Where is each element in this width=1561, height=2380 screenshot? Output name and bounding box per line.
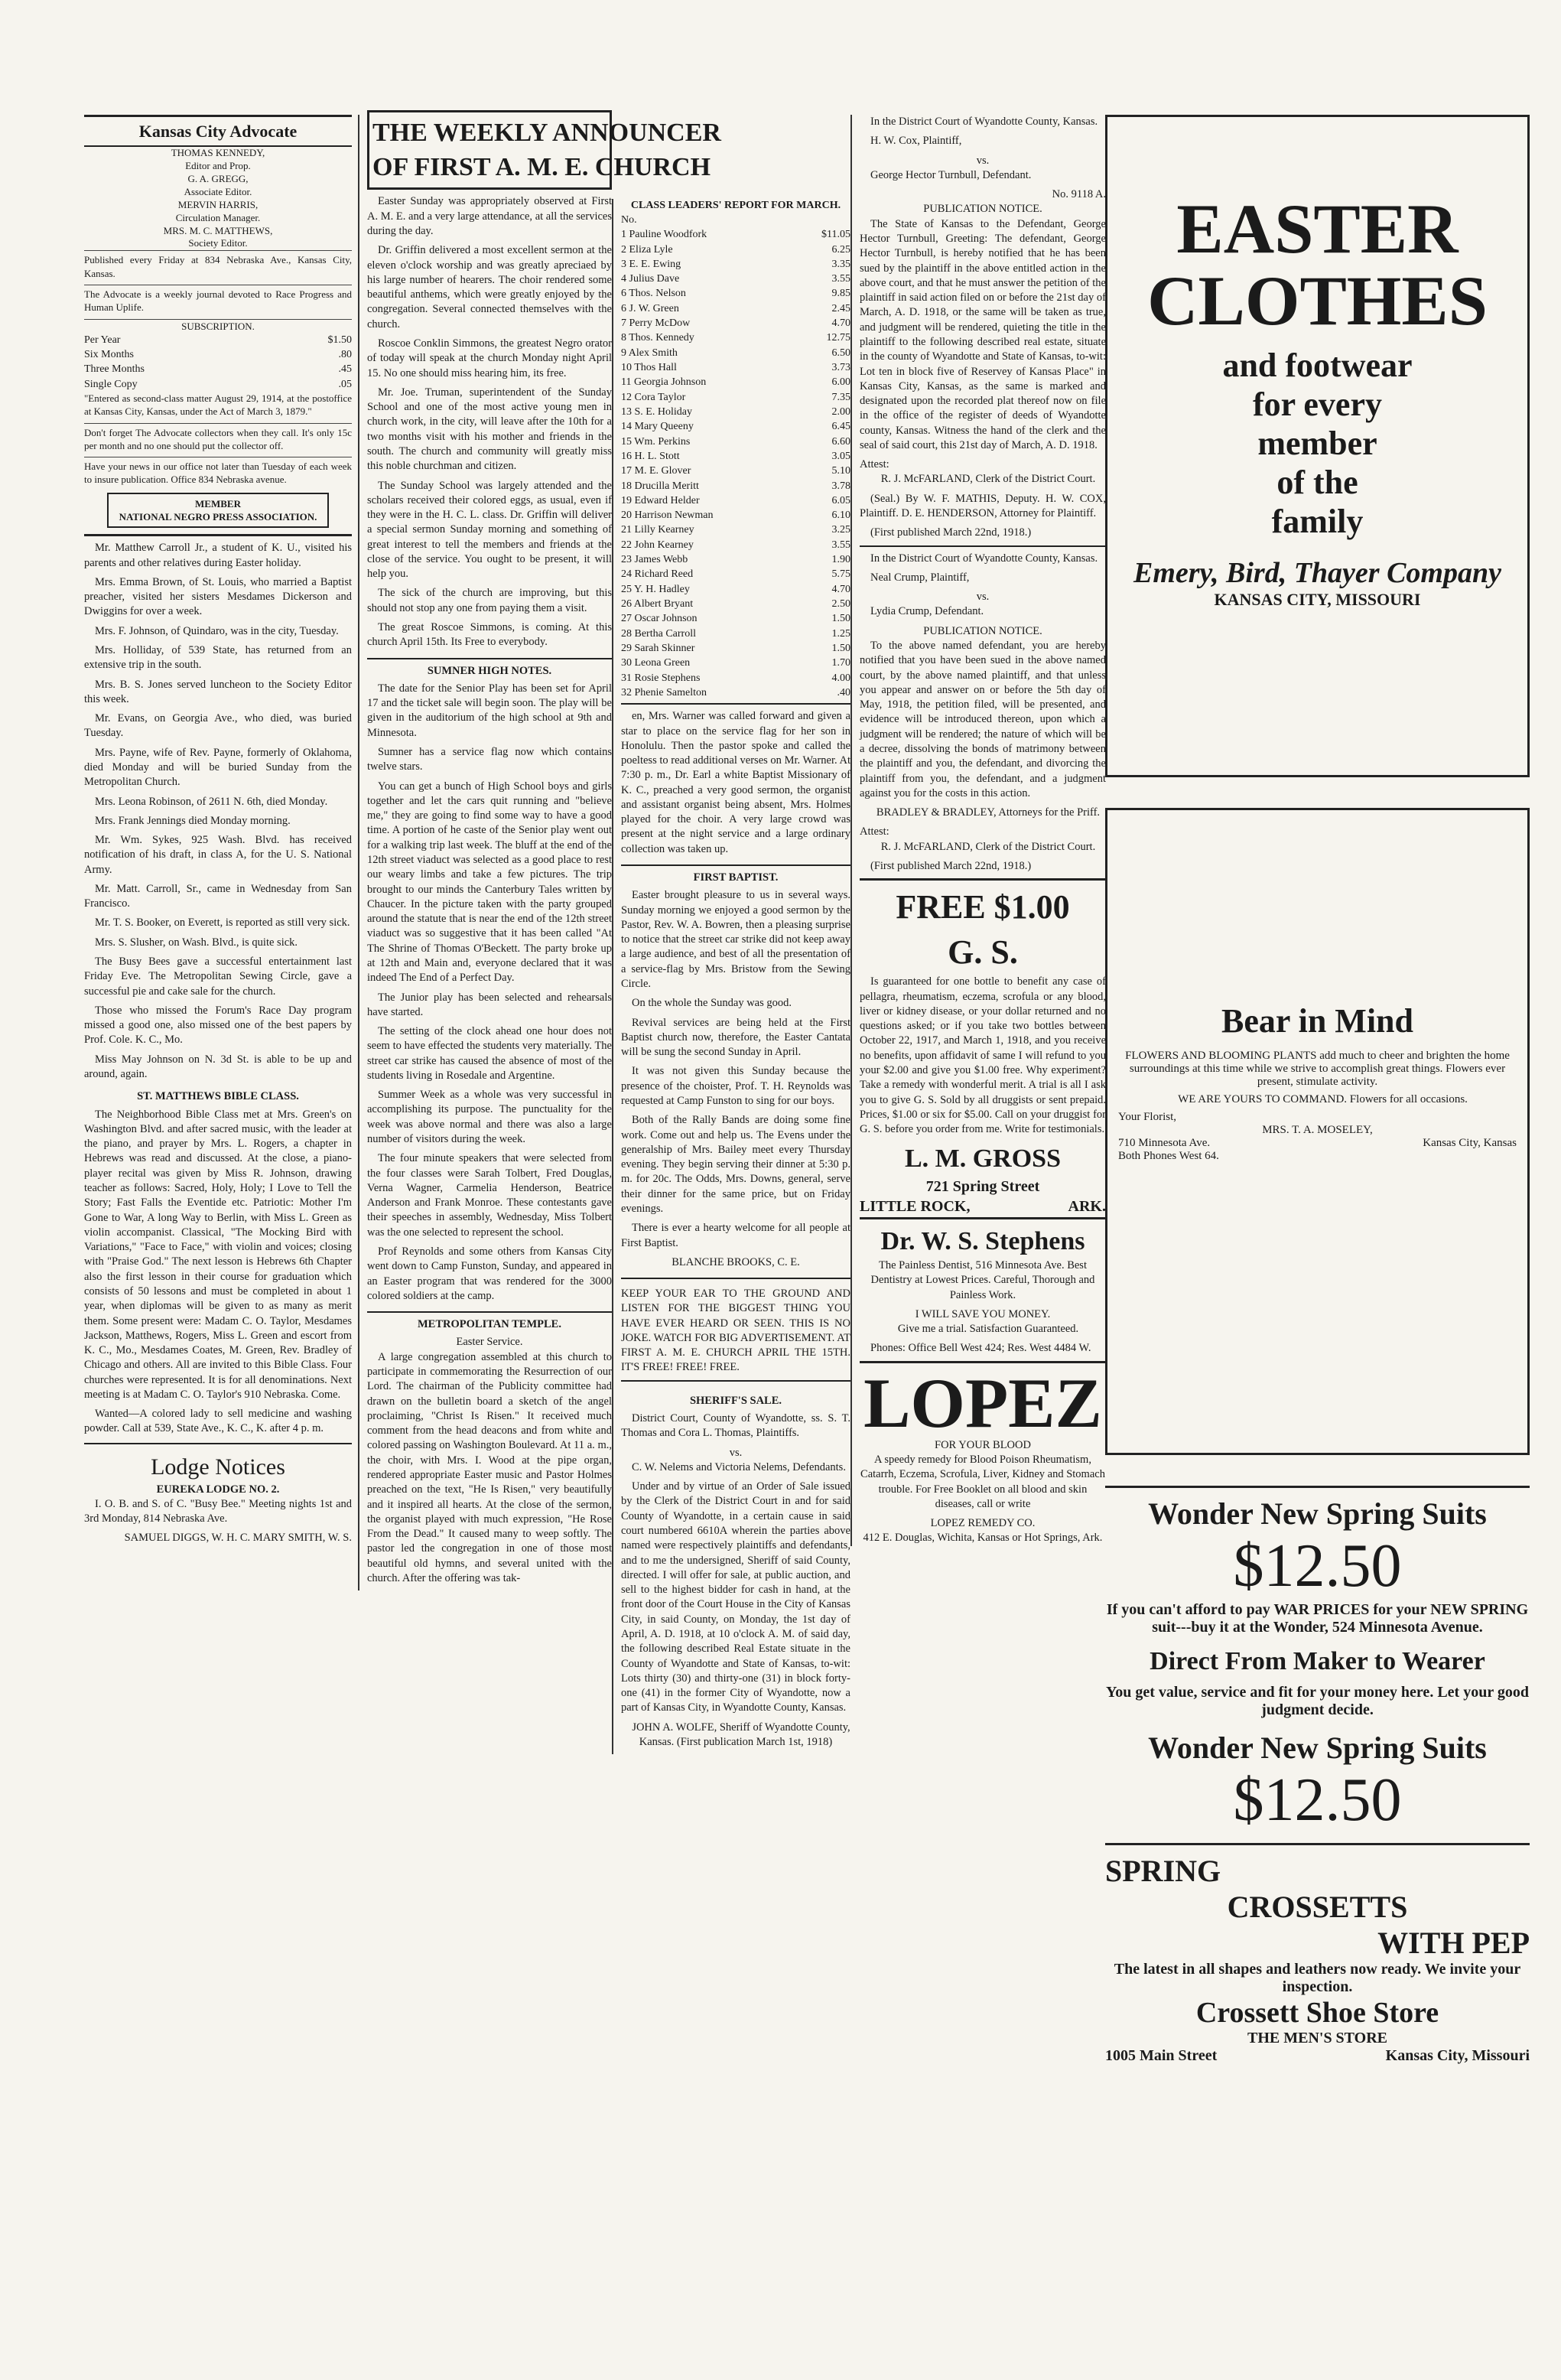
free-title: FREE $1.00 bbox=[896, 888, 1070, 926]
class-leaders-title: CLASS LEADERS' REPORT FOR MARCH. bbox=[630, 200, 841, 211]
news-item: Mrs. F. Johnson, of Quindaro, was in the city, Tuesday. bbox=[95, 624, 339, 637]
leader-amount: 3.05 bbox=[831, 450, 850, 462]
leader-name: 29 Sarah Skinner bbox=[621, 642, 695, 654]
crossett-sub: THE MEN'S STORE bbox=[1247, 2030, 1388, 2046]
news-item: Mrs. Leona Robinson, of 2611 N. 6th, died Monday. bbox=[95, 795, 328, 808]
news-item: Mrs. S. Slusher, on Wash. Blvd., is quite sick. bbox=[95, 936, 298, 949]
announcer-paragraph: Dr. Griffin delivered a most excellent sermon at the eleven o'clock worship and was greatly apreciaed by his large number of hearers. The choir rendered some beautiful anthems, which were greatly enjoyed by the congregation. Several connected themselves with the church. bbox=[367, 244, 612, 330]
publication-notice-crump bbox=[860, 545, 1106, 874]
masthead-collectors: Don't forget The Advocate collectors when they call. It's only 15c per month and no one should put the collector off. bbox=[84, 423, 352, 453]
notice2-vs: vs. bbox=[976, 591, 990, 604]
announcer-paragraph: The great Roscoe Simmons, is coming. At this church April 15th. Its Free to everybody. bbox=[367, 621, 612, 649]
gross-street: 721 Spring Street bbox=[925, 1177, 1040, 1195]
news-item: Mr. Matthew Carroll Jr., a student of K. U., visited his parents and other relatives during Easter holiday. bbox=[84, 542, 352, 569]
news-item: Mr. T. S. Booker, on Everett, is reported as still very sick. bbox=[95, 917, 350, 930]
leader-row bbox=[621, 375, 850, 389]
leader-amount: 5.75 bbox=[831, 568, 850, 581]
lopez-name: LOPEZ bbox=[863, 1363, 1102, 1442]
lodge-notices bbox=[84, 1443, 352, 1546]
leader-name: 13 S. E. Holiday bbox=[621, 405, 692, 418]
newspaper-page bbox=[46, 38, 1530, 2341]
sumner-text bbox=[367, 682, 612, 1304]
subscription-term: Three Months bbox=[84, 363, 145, 376]
lopez-address: 412 E. Douglas, Wichita, Kansas or Hot Springs, Ark. bbox=[863, 1532, 1103, 1545]
leader-name: 6 Thos. Nelson bbox=[621, 288, 686, 300]
lodge-name: EUREKA LODGE NO. 2. bbox=[156, 1483, 280, 1496]
leader-name: 4 Julius Dave bbox=[621, 273, 680, 285]
masthead-entered: "Entered as second-class matter August 29, 1914, at the postoffice at Kansas City, Kansas, under the Act of March 3, 1879." bbox=[84, 392, 352, 418]
press-member: MEMBER bbox=[195, 497, 241, 510]
news-item: Mrs. Frank Jennings died Monday morning. bbox=[95, 814, 291, 827]
news-item: Mr. Evans, on Georgia Ave., who died, was buried Tuesday. bbox=[84, 712, 352, 740]
leader-amount: 1.25 bbox=[831, 627, 850, 640]
free-gs-ad bbox=[860, 878, 1106, 1219]
staff-line: G. A. GREGG, bbox=[187, 173, 249, 185]
leader-name: 22 John Kearney bbox=[621, 539, 694, 551]
dentist-phones: Phones: Office Bell West 424; Res. West 4484 W. bbox=[870, 1342, 1091, 1355]
notice1-number: No. 9118 A. bbox=[1052, 188, 1106, 201]
leader-amount: 3.55 bbox=[831, 273, 850, 285]
lopez-sub: FOR YOUR BLOOD bbox=[935, 1438, 1031, 1451]
crossett-crossetts: CROSSETTS bbox=[1227, 1890, 1408, 1924]
leader-amount: 6.45 bbox=[831, 421, 850, 433]
bear-address-line bbox=[1118, 1137, 1517, 1150]
class-leaders-no: No. bbox=[621, 213, 637, 226]
leader-name: 3 E. E. Ewing bbox=[621, 258, 681, 270]
news-item: Mr. Matt. Carroll, Sr., came in Wednesday from San Francisco. bbox=[84, 882, 352, 910]
suits-body: If you can't afford to pay WAR PRICES for your NEW SPRING suit---buy it at the Wonder, 524 Minnesota Avenue. bbox=[1106, 1601, 1529, 1636]
leader-name: 18 Drucilla Meritt bbox=[621, 480, 699, 492]
free-body: Is guaranteed for one bottle to benefit any case of pellagra, rheumatism, eczema, scrofula or any blood, liver or kidney disease, or your dollar returned and no questions asked; or if you take two bottles between October 22, 1917, and March 1, 1918, and you receive no benefits, upon affidavit of same I will refund to you your $2.00 and give you $1.00 free. Why experiment? Take a remedy with wonderful merit. A trial is all I ask you to give G. S. Sold by all druggists or sent prepaid. Prices, $1.00 or six for $5.00. Call on your druggist for G. S. before you order from me. Write for testimonials. bbox=[860, 975, 1106, 1136]
suits-value: You get value, service and fit for your money here. Let your good judgment decide. bbox=[1106, 1684, 1529, 1718]
subscription-row bbox=[84, 333, 352, 347]
leader-amount: 4.70 bbox=[831, 583, 850, 595]
baptist-text bbox=[621, 888, 850, 1250]
notice1-defendant: George Hector Turnbull, Defendant. bbox=[870, 168, 1032, 181]
leader-amount: 1.50 bbox=[831, 613, 850, 625]
notice1-clerk: R. J. McFARLAND, Clerk of the District Court. bbox=[880, 473, 1096, 486]
leader-row bbox=[621, 479, 850, 493]
leader-amount: 1.90 bbox=[831, 554, 850, 566]
leader-amount: 3.55 bbox=[831, 539, 850, 551]
staff-line: MERVIN HARRIS, bbox=[177, 198, 259, 210]
subscription-rates bbox=[84, 333, 352, 392]
bear-city: Kansas City, Kansas bbox=[1423, 1137, 1517, 1149]
notice1-title: PUBLICATION NOTICE. bbox=[923, 203, 1042, 216]
sheriff-court: District Court, County of Wyandotte, ss. S. T. Thomas and Cora L. Thomas, Plaintiffs. bbox=[621, 1412, 850, 1440]
subscription-price: .05 bbox=[338, 378, 352, 390]
subscription-row bbox=[84, 362, 352, 376]
class-leaders-table bbox=[621, 227, 850, 705]
suits-direct: Direct From Maker to Wearer bbox=[1150, 1647, 1485, 1675]
bible-class-text bbox=[84, 1108, 352, 1437]
leader-name: 1 Pauline Woodfork bbox=[621, 229, 707, 241]
notice2-defendant: Lydia Crump, Defendant. bbox=[870, 605, 984, 618]
lodge-officers: SAMUEL DIGGS, W. H. C. MARY SMITH, W. S. bbox=[124, 1532, 352, 1545]
leader-row bbox=[621, 286, 850, 301]
sheriff-vs: vs. bbox=[729, 1446, 743, 1459]
announcer-line2: OF FIRST A. M. E. CHURCH bbox=[372, 153, 711, 182]
notice1-seal: (Seal.) By W. F. MATHIS, Deputy. H. W. COX, Plaintiff. D. E. HENDERSON, Attorney for Plaintiff. bbox=[860, 492, 1106, 520]
leader-row bbox=[621, 390, 850, 405]
leader-row bbox=[621, 641, 850, 656]
leader-row bbox=[621, 227, 850, 242]
news-item: Mrs. B. S. Jones served luncheon to the Society Editor this week. bbox=[84, 678, 352, 705]
notice1-court: In the District Court of Wyandotte County, Kansas. bbox=[870, 116, 1098, 128]
leader-row bbox=[621, 656, 850, 670]
leader-row bbox=[621, 405, 850, 419]
leader-row bbox=[621, 627, 850, 641]
leader-amount: 2.45 bbox=[831, 302, 850, 314]
leader-amount: 7.35 bbox=[831, 391, 850, 403]
leader-name: 27 Oscar Johnson bbox=[621, 613, 698, 625]
dentist-name: Dr. W. S. Stephens bbox=[880, 1226, 1085, 1255]
masthead-published: Published every Friday at 834 Nebraska Ave., Kansas City, Kansas. bbox=[84, 250, 352, 280]
metropolitan-continued bbox=[621, 709, 850, 857]
bear-command: WE ARE YOURS TO COMMAND. Flowers for all occasions. bbox=[1178, 1093, 1468, 1105]
easter-clothes-ad bbox=[1105, 115, 1530, 777]
news-item: Mr. Wm. Sykes, 925 Wash. Blvd. has received notification of his draft, in class A, for the U. S. National Army. bbox=[84, 834, 352, 876]
leader-amount: 2.50 bbox=[831, 598, 850, 610]
subscription-price: .45 bbox=[338, 363, 352, 376]
baptist-paragraph: There is ever a hearty welcome for all people at First Baptist. bbox=[621, 1222, 850, 1249]
leader-name: 16 H. L. Stott bbox=[621, 450, 680, 462]
notice2-attorneys: BRADLEY & BRADLEY, Attorneys for the Priff. bbox=[876, 806, 1101, 819]
announcer-paragraph: Easter Sunday was appropriately observed at First A. M. E. and a very large attendance, at all the services during the day. bbox=[367, 195, 612, 237]
leader-name: 32 Phenie Samelton bbox=[621, 686, 707, 698]
sumner-paragraph: The Junior play has been selected and rehearsals have started. bbox=[367, 991, 612, 1018]
leader-amount: 6.60 bbox=[831, 435, 850, 448]
bear-in-mind-ad bbox=[1105, 808, 1530, 1455]
suits-headline: Wonder New Spring Suits bbox=[1148, 1496, 1487, 1531]
leader-amount: 3.73 bbox=[831, 362, 850, 374]
crossett-city: Kansas City, Missouri bbox=[1385, 2047, 1530, 2064]
leader-row bbox=[621, 493, 850, 508]
leader-name: 20 Harrison Newman bbox=[621, 510, 714, 522]
leader-row bbox=[621, 435, 850, 449]
staff-line: Society Editor. bbox=[188, 237, 248, 249]
crossett-ad bbox=[1105, 1845, 1530, 2065]
metropolitan-subtitle: Easter Service. bbox=[456, 1336, 523, 1349]
leader-amount: 6.50 bbox=[831, 347, 850, 359]
leader-name: 7 Perry McDow bbox=[621, 317, 691, 330]
staff-line: Circulation Manager. bbox=[175, 211, 261, 223]
leader-name: 19 Edward Helder bbox=[621, 494, 700, 506]
news-item: Miss May Johnson on N. 3d St. is able to be up and around, again. bbox=[84, 1053, 352, 1080]
leader-amount: 1.50 bbox=[831, 642, 850, 654]
leader-amount: 12.75 bbox=[826, 332, 850, 344]
metropolitan-title: METROPOLITAN TEMPLE. bbox=[367, 1311, 612, 1332]
dentist-save: I WILL SAVE YOU MONEY. bbox=[915, 1307, 1051, 1320]
notice2-body: To the above named defendant, you are hereby notified that you have been sued in the above named court, by the above named plaintiff, and that unless you appear and answer on or before the 5th day of May, 1918, the petition filed, will be presented, and evidence will be introduced thereon, upon which a judgment will be rendered; the nature of which will be a decree, dissolving the bonds of matrimony between the plaintiff and you, the defendant, and divorcing the plaintiff from you, the defendant, and a judgment against you for the costs in this action. bbox=[860, 640, 1106, 799]
crossett-address: 1005 Main Street bbox=[1105, 2047, 1218, 2064]
baptist-paragraph: Easter brought pleasure to us in several ways. Sunday morning we enjoyed a good sermon by the Pastor, Rev. W. A. Bowren, then a pleasing surprise to notice that the street car strike did not keep away a large audience, and best of all the presentation of a service-flag by Mrs. Bristow from the Sewing Circle. bbox=[621, 889, 850, 990]
notice2-clerk: R. J. McFARLAND, Clerk of the District Court. bbox=[880, 840, 1096, 853]
crossett-pep: WITH PEP bbox=[1377, 1926, 1530, 1960]
easter-city: KANSAS CITY, MISSOURI bbox=[1214, 589, 1421, 609]
bear-address: 710 Minnesota Ave. bbox=[1118, 1137, 1211, 1149]
leader-row bbox=[621, 523, 850, 537]
column-4 bbox=[850, 115, 1106, 1546]
leader-name: 10 Thos Hall bbox=[621, 362, 677, 374]
leader-row bbox=[621, 508, 850, 523]
leader-name: 31 Rosie Stephens bbox=[621, 672, 701, 684]
subscription-price: .80 bbox=[338, 349, 352, 361]
leader-row bbox=[621, 316, 850, 330]
leader-name: 23 James Webb bbox=[621, 554, 688, 566]
leader-name: 30 Leona Green bbox=[621, 657, 691, 669]
announcer-paragraph: The Sunday School was largely attended and the scholars received their colored eggs, as usual, even if they were in the H. C. L. class. Dr. Griffin will deliver a special sermon Sunday morning and something of great interest to tell the members and friends at the close of the service. You ought to be present, it will help you. bbox=[367, 479, 612, 581]
wonder-suits-ad bbox=[1105, 1486, 1530, 1845]
news-item: The Busy Bees gave a successful entertainment last Friday Eve. The Metropolitan Sewing Circle, gave a successful pie and cake sale for the church. bbox=[84, 956, 352, 998]
notice1-attest: Attest: bbox=[860, 458, 889, 471]
crossett-address-line bbox=[1105, 2047, 1530, 2065]
press-association: NATIONAL NEGRO PRESS ASSOCIATION. bbox=[119, 511, 317, 523]
subscription-price: $1.50 bbox=[327, 334, 352, 346]
baptist-paragraph: On the whole the Sunday was good. bbox=[632, 997, 792, 1010]
lopez-ad bbox=[860, 1363, 1106, 1546]
leader-amount: 1.70 bbox=[831, 657, 850, 669]
news-item: Those who missed the Forum's Race Day program missed a good one, also missed one of the best papers by Prof. Cole. K. C., Mo. bbox=[84, 1004, 352, 1047]
gross-name: L. M. GROSS bbox=[904, 1144, 1062, 1174]
leader-amount: 3.25 bbox=[831, 524, 850, 536]
bear-phones: Both Phones West 64. bbox=[1118, 1150, 1219, 1162]
sumner-paragraph: Sumner has a service flag now which contains twelve stars. bbox=[367, 746, 612, 773]
subscription-row bbox=[84, 347, 352, 362]
metropolitan-continued-paragraph: en, Mrs. Warner was called forward and given a star to place on the service flag for her son in Honolulu. Then the pastor spoke and called the poeltess to read additional verses on Mr. Warner. At 7:30 p. m., Dr. Earl a white Baptist Missionary of K. C., preached a very good sermon, the organist and assistant organist being absent, Mrs. Holmes played for the choir. A very large crowd was present at the night service and a large ordinary collection was taken up. bbox=[621, 710, 850, 855]
easter-company: Emery, Bird, Thayer Company bbox=[1133, 556, 1501, 589]
leader-name: 26 Albert Bryant bbox=[621, 598, 694, 610]
leader-row bbox=[621, 567, 850, 581]
suits-price: $12.50 bbox=[1233, 1532, 1402, 1600]
leader-name: 6 J. W. Green bbox=[621, 302, 679, 314]
leader-name: 21 Lilly Kearney bbox=[621, 524, 694, 536]
free-brand: G. S. bbox=[948, 933, 1018, 971]
sumner-title: SUMNER HIGH NOTES. bbox=[367, 658, 612, 679]
bear-florist: Your Florist, bbox=[1118, 1111, 1177, 1123]
bear-body: FLOWERS AND BLOOMING PLANTS add much to cheer and brighten the home surroundings at this time while we strive to accomplish great things. Flowers ever present, stimulate activity. bbox=[1125, 1050, 1510, 1088]
notice1-vs: vs. bbox=[976, 154, 990, 167]
announcer-header bbox=[367, 110, 721, 190]
announcer-paragraph: The sick of the church are improving, but this should not stop any one from paying them a visit. bbox=[367, 587, 612, 614]
column-1 bbox=[84, 115, 352, 1551]
leader-row bbox=[621, 330, 850, 345]
news-item: Mrs. Payne, wife of Rev. Payne, formerly of Oklahoma, died Monday and will be buried Sunday from the Metropolitan Church. bbox=[84, 746, 352, 789]
easter-line6: of the bbox=[1276, 463, 1358, 501]
sheriff-sign: JOHN A. WOLFE, Sheriff of Wyandotte County, Kansas. (First publication March 1st, 1918) bbox=[632, 1721, 850, 1748]
notice2-plaintiff: Neal Crump, Plaintiff, bbox=[870, 571, 970, 584]
announcer-line1: THE WEEKLY ANNOUNCER bbox=[372, 119, 721, 147]
column-5-ads bbox=[1105, 115, 1530, 2065]
masthead-staff bbox=[84, 147, 352, 250]
gross-state: ARK. bbox=[1068, 1198, 1106, 1216]
staff-line: THOMAS KENNEDY, bbox=[171, 147, 265, 159]
notice1-plaintiff: H. W. Cox, Plaintiff, bbox=[870, 135, 962, 148]
leader-row bbox=[621, 272, 850, 286]
leader-amount: 6.25 bbox=[831, 243, 850, 256]
baptist-title: FIRST BAPTIST. bbox=[621, 864, 850, 885]
leader-amount: $11.05 bbox=[821, 229, 850, 241]
sheriff-title: SHERIFF'S SALE. bbox=[689, 1394, 782, 1407]
crossett-spring: SPRING bbox=[1105, 1854, 1221, 1888]
leader-name: 24 Richard Reed bbox=[621, 568, 694, 581]
lopez-company: LOPEZ REMEDY CO. bbox=[930, 1517, 1036, 1530]
leader-row bbox=[621, 685, 850, 700]
crossett-store: Crossett Shoe Store bbox=[1195, 1997, 1439, 2029]
sumner-paragraph: Prof Reynolds and some others from Kansas City went down to Camp Funston, Sunday, and appeared in an Easter program that was rendered for the 3000 colored soldiers at the camp. bbox=[367, 1245, 612, 1302]
suits-price-2: $12.50 bbox=[1233, 1766, 1402, 1834]
leader-row bbox=[621, 243, 850, 257]
gross-city-line bbox=[860, 1197, 1106, 1219]
staff-line: Associate Editor. bbox=[184, 185, 252, 197]
leader-name: 2 Eliza Lyle bbox=[621, 243, 673, 256]
leader-amount: 4.70 bbox=[831, 317, 850, 330]
leader-amount: 3.78 bbox=[831, 480, 850, 492]
column-3 bbox=[612, 199, 850, 1754]
leader-amount: 6.05 bbox=[831, 494, 850, 506]
crossett-latest: The latest in all shapes and leathers now ready. We invite your inspection. bbox=[1114, 1961, 1521, 1995]
leader-row bbox=[621, 449, 850, 464]
easter-line2: CLOTHES bbox=[1147, 262, 1488, 340]
lodge-title: Lodge Notices bbox=[151, 1454, 285, 1480]
subscription-term: Per Year bbox=[84, 334, 121, 346]
leader-row bbox=[621, 671, 850, 685]
gross-city: LITTLE ROCK, bbox=[860, 1198, 971, 1216]
leader-row bbox=[621, 419, 850, 434]
leader-row bbox=[621, 538, 850, 552]
easter-line5: member bbox=[1257, 424, 1377, 462]
leader-name: 8 Thos. Kennedy bbox=[621, 332, 694, 344]
baptist-paragraph: Both of the Rally Bands are doing some fine work. Come out and help us. The Evens under the generalship of Mrs. Bailey meet every Thursday evening. They begin serving their dinner at 5:30 p. m. for 20c. The Odds, Mrs. Downs, general, serve their dinner for the same price, but on Friday evenings. bbox=[621, 1114, 850, 1215]
notice2-court: In the District Court of Wyandotte County, Kansas. bbox=[870, 552, 1098, 565]
publication-notice-turnbull bbox=[860, 115, 1106, 541]
keep-ear-notice: KEEP YOUR EAR TO THE GROUND AND LISTEN FOR THE BIGGEST THING YOU HAVE EVER HEARD OR SEEN. THIS IS NO JOKE. WATCH FOR BIG ADVERTISEMENT. AT FIRST A. M. E. CHURCH APRIL THE 15TH. IT'S FREE! FREE! FREE. bbox=[621, 1278, 850, 1376]
leader-amount: 5.10 bbox=[831, 465, 850, 477]
masthead bbox=[84, 115, 352, 528]
notice1-pub: (First published March 22nd, 1918.) bbox=[870, 526, 1032, 539]
leader-row bbox=[621, 301, 850, 316]
notice1-body: The State of Kansas to the Defendant, George Hector Turnbull, Greeting: The defendant, George Hector Turnbull, is hereby notified that he has been sued by the plaintiff in the above entitled action in the above court, and that he must answer the petition of the plaintiff in said action filed on or before the 21st day of March, A. D. 1918, or the same will be taken as true, and judgment will be rendered, quieting the title in the plaintiff to the following described real estate, situate in the county of Wyandotte and State of Kansas, to-wit: Lot ten in block five of Reservey of Kansas Place" in Kansas City, Kansas, as the same is marked and designated upon the recorded plat thereof now on file in the office of the register of deeds of Wyandotte county, Kansas. Witness the hand of the clerk and the seal of said court, this 21st day of March, A. D. 1918. bbox=[860, 217, 1106, 451]
subscription-term: Six Months bbox=[84, 349, 134, 361]
leader-name: 11 Georgia Johnson bbox=[621, 376, 707, 389]
leader-amount: 2.00 bbox=[831, 405, 850, 418]
leader-row bbox=[621, 346, 850, 360]
sumner-paragraph: The four minute speakers that were selected from the four classes were Sarah Tolbert, Fred Douglas, Verna Wagner, Carmelia Henderson, Beatrice Anderson and Frank Monroe. These contestants gave their speeches in assembly, Wednesday, Miss Tolbert was the one selected to represent the school. bbox=[367, 1152, 612, 1239]
sumner-paragraph: Summer Week as a whole was very successful in accomplishing its purpose. The punctuality for the week was above normal and there was also a large number of visitors during the week. bbox=[367, 1089, 612, 1146]
masthead-about: The Advocate is a weekly journal devoted to Race Progress and Human Uplife. bbox=[84, 285, 352, 314]
easter-line7: family bbox=[1271, 502, 1364, 540]
leader-name: 17 M. E. Glover bbox=[621, 465, 691, 477]
baptist-paragraph: It was not given this Sunday because the presence of the choister, Prof. T. H. Reynolds was requested at Camp Funston to sing for our boys. bbox=[621, 1065, 850, 1107]
lodge-text: I. O. B. and S. of C. "Busy Bee." Meeting nights 1st and 3rd Monday, 814 Nebraska Ave. bbox=[84, 1497, 352, 1525]
leader-amount: 9.85 bbox=[831, 288, 850, 300]
staff-line: Editor and Prop. bbox=[185, 160, 251, 172]
news-item: Mrs. Holliday, of 539 State, has returned from an extensive trip in the south. bbox=[84, 643, 352, 672]
bear-name: MRS. T. A. MOSELEY, bbox=[1262, 1124, 1373, 1136]
easter-line3: and footwear bbox=[1222, 346, 1413, 384]
leader-row bbox=[621, 464, 850, 478]
sheriff-defendants: C. W. Nelems and Victoria Nelems, Defendants. bbox=[632, 1460, 846, 1473]
subscription-row bbox=[84, 377, 352, 392]
dentist-line1: The Painless Dentist, 516 Minnesota Ave. Best Dentistry at Lowest Prices. Careful, Thorough and Painless Work. bbox=[870, 1258, 1095, 1301]
leader-name: 25 Y. H. Hadley bbox=[621, 583, 690, 595]
leader-row bbox=[621, 552, 850, 567]
leader-row bbox=[621, 257, 850, 272]
suits-headline-2: Wonder New Spring Suits bbox=[1148, 1730, 1487, 1765]
sheriffs-sale bbox=[621, 1380, 850, 1750]
bible-class-paragraph: The Neighborhood Bible Class met at Mrs. Green's on Washington Blvd. and after sacred music, with the leader at the piano, and prayer by Mrs. L. Rogers, a chapter in Hebrews was read and discussed. At the close, a piano-player recital was given by Miss R. Johnson, drawing teacher as follows: Sacred, Holy, Holy; I Love to Tell the Story; Fast Falls the Eventide etc. Patriotic: Mother I'm Gone to War, A long Way to Berlin, with Miss L. Green as violin accompanist. Classical, "The Mocking Bird with Variations," "Face to Face," with violin and voices; closing with "Praise God." The next lesson is Hebrews 6th Chapter also the first lesson in their course for graduation which consists of 50 lessons and must be completed in about 1 year, when diplomas will be given to as many as merit them. Some present were: Madam C. O. Taylor, Mesdames Jackson, Matthews, Rogers, Miss L. Green and escort from K. C., Mo., Mesdames Coates, M. Green, Rev. Bradley of Chicago and others. All are invited to this Bible Class. Four churches were represented. It is for all denominations. Next meeting is at Madam C. O. Taylor's 910 Nebraska. Come. bbox=[84, 1108, 352, 1401]
news-item: Mrs. Emma Brown, of St. Louis, who married a Baptist preacher, visited her sisters Mesdames Dickerson and Dwiggins for over a week. bbox=[84, 575, 352, 618]
sumner-paragraph: The setting of the clock ahead one hour does not seem to have effected the students very materially. The street car strike has caused the absence of most of the students living in Rosedale and Argentine. bbox=[367, 1025, 612, 1082]
sheriff-body: Under and by virtue of an Order of Sale issued by the Clerk of the District Court in and for said County of Wyandotte, in a certain cause in said court numbered 6610A wherein the parties above named were respectively plaintiffs and defendants, and to me the undersigned, Sheriff of said County, directed. I will offer for sale, at public auction, and sell to the highest bidder for cash in hand, at the front door of the Court House in the City of Kansas City, in said County, on Monday, the 1st day of April, A. D. 1918, at 10 o'clock A. M. of said day, the following described Real Estate situate in the County of Wyandotte and State of Kansas, to-wit: Lots thirty (30) and thirty-one (31) in block forty-one (41) in the former City of Wyandotte, now a part of Kansas City, in Wyandotte County, Kansas. bbox=[621, 1480, 850, 1714]
notice2-attest: Attest: bbox=[860, 825, 889, 838]
dentist-line2: Give me a trial. Satisfaction Guaranteed. bbox=[897, 1323, 1079, 1336]
easter-line1: EASTER bbox=[1176, 190, 1459, 268]
leader-name: 12 Cora Taylor bbox=[621, 391, 686, 403]
leader-amount: 4.00 bbox=[831, 672, 850, 684]
leader-amount: .40 bbox=[837, 686, 850, 698]
leader-amount: 6.00 bbox=[831, 376, 850, 389]
leader-name: 28 Bertha Carroll bbox=[621, 627, 696, 640]
leader-amount: 6.10 bbox=[831, 510, 850, 522]
leader-row bbox=[621, 360, 850, 375]
leader-name: 9 Alex Smith bbox=[621, 347, 678, 359]
bible-class-paragraph: Wanted—A colored lady to sell medicine and washing powder. Call at 539, State Ave., K. C., K. after 4 p. m. bbox=[84, 1408, 352, 1435]
masthead-title: Kansas City Advocate bbox=[84, 117, 352, 147]
press-badge bbox=[107, 493, 329, 529]
sumner-paragraph: The date for the Senior Play has been set for April 17 and the ticket sale will begin soon. The play will be given in the auditorium of the high school at 9th and Minnesota. bbox=[367, 682, 612, 739]
leader-name: 14 Mary Queeny bbox=[621, 421, 694, 433]
society-news bbox=[84, 534, 352, 1082]
metropolitan-text: A large congregation assembled at this church to participate in commemorating the Resurrection of our Lord. The chairman of the Publicity committee had drawn on the bulletin board a sketch of the angel proclaiming, "Christ Is Risen." It received much comment from the head deacons and from white and colored passing on Washington Boulevard. At 11 a. m., the choir, with Mrs. I. Wood at the pipe organ, rendered appropriate Easter music and Pastor Holmes preached on the text, "He Is Risen," very beautifully and it inspired all hearts. At the close of the sermon, the organist played with much expression, "He Rose From the Dead." It caused many to weep softly. The pastor led the congregation in one of those most beautiful old hymns, and several united with the church. After the offering was tak- bbox=[367, 1350, 612, 1584]
leader-row bbox=[621, 582, 850, 597]
baptist-paragraph: Revival services are being held at the First Baptist church now, therefore, the Easter Cantata will be sung the second Sunday in April. bbox=[621, 1016, 850, 1059]
announcer-paragraph: Roscoe Conklin Simmons, the greatest Negro orator of today will speak at the church Monday night April 15. No one should miss hearing him, its free. bbox=[367, 337, 612, 379]
announcer-text bbox=[367, 194, 612, 650]
notice2-title: PUBLICATION NOTICE. bbox=[923, 624, 1042, 637]
bible-class-title: ST. MATTHEWS BIBLE CLASS. bbox=[137, 1090, 299, 1103]
leader-row bbox=[621, 611, 850, 626]
subscription-title: SUBSCRIPTION. bbox=[84, 319, 352, 333]
masthead-news-note: Have your news in our office not later than Tuesday of each week to insure publication. Office 834 Nebraska avenue. bbox=[84, 457, 352, 487]
bear-title: Bear in Mind bbox=[1221, 1002, 1413, 1040]
sumner-paragraph: You can get a bunch of High School boys and girls together and let the cars quit running and "believe me," they are going to find some way to have a good time. A portion of he caste of the Senior play went out for a walking trip last week. The bluff at the end of the 12th street viaduct was selected as a good place to rest our weary limbs and take a few pictures. The trip brought to our minds the Canterbury Tales written by Chaucer. In the picture taken with the party grouped around the statute that is near the end of the 12th street viaduct was so suggestive that it has been called "At The Shrine of Thomas O'Beckett. The party broke up at 12th and Main and, everyone declared that it was indeed The End of a Perfect Day. bbox=[367, 780, 612, 985]
leader-row bbox=[621, 597, 850, 611]
subscription-term: Single Copy bbox=[84, 378, 138, 390]
leader-amount: 3.35 bbox=[831, 258, 850, 270]
lopez-body: A speedy remedy for Blood Poison Rheumatism, Catarrh, Eczema, Scrofula, Liver, Kidney and Stomach trouble. For Free Booklet on all blood and skin diseases, call or write bbox=[860, 1453, 1105, 1510]
staff-line: MRS. M. C. MATTHEWS, bbox=[163, 224, 273, 236]
announcer-paragraph: Mr. Joe. Truman, superintendent of the Sunday School and one of the most active young men in church work, in the city, will leave after the 10th for a two months visit with his mother and friends in the south. The church and community will greatly miss this noble churchman and citizen. bbox=[367, 386, 612, 473]
dentist-ad bbox=[860, 1219, 1106, 1363]
baptist-sign: BLANCHE BROOKS, C. E. bbox=[672, 1255, 800, 1268]
easter-line4: for every bbox=[1253, 385, 1382, 423]
leader-name: 15 Wm. Perkins bbox=[621, 435, 691, 448]
notice2-pub: (First published March 22nd, 1918.) bbox=[870, 859, 1032, 872]
